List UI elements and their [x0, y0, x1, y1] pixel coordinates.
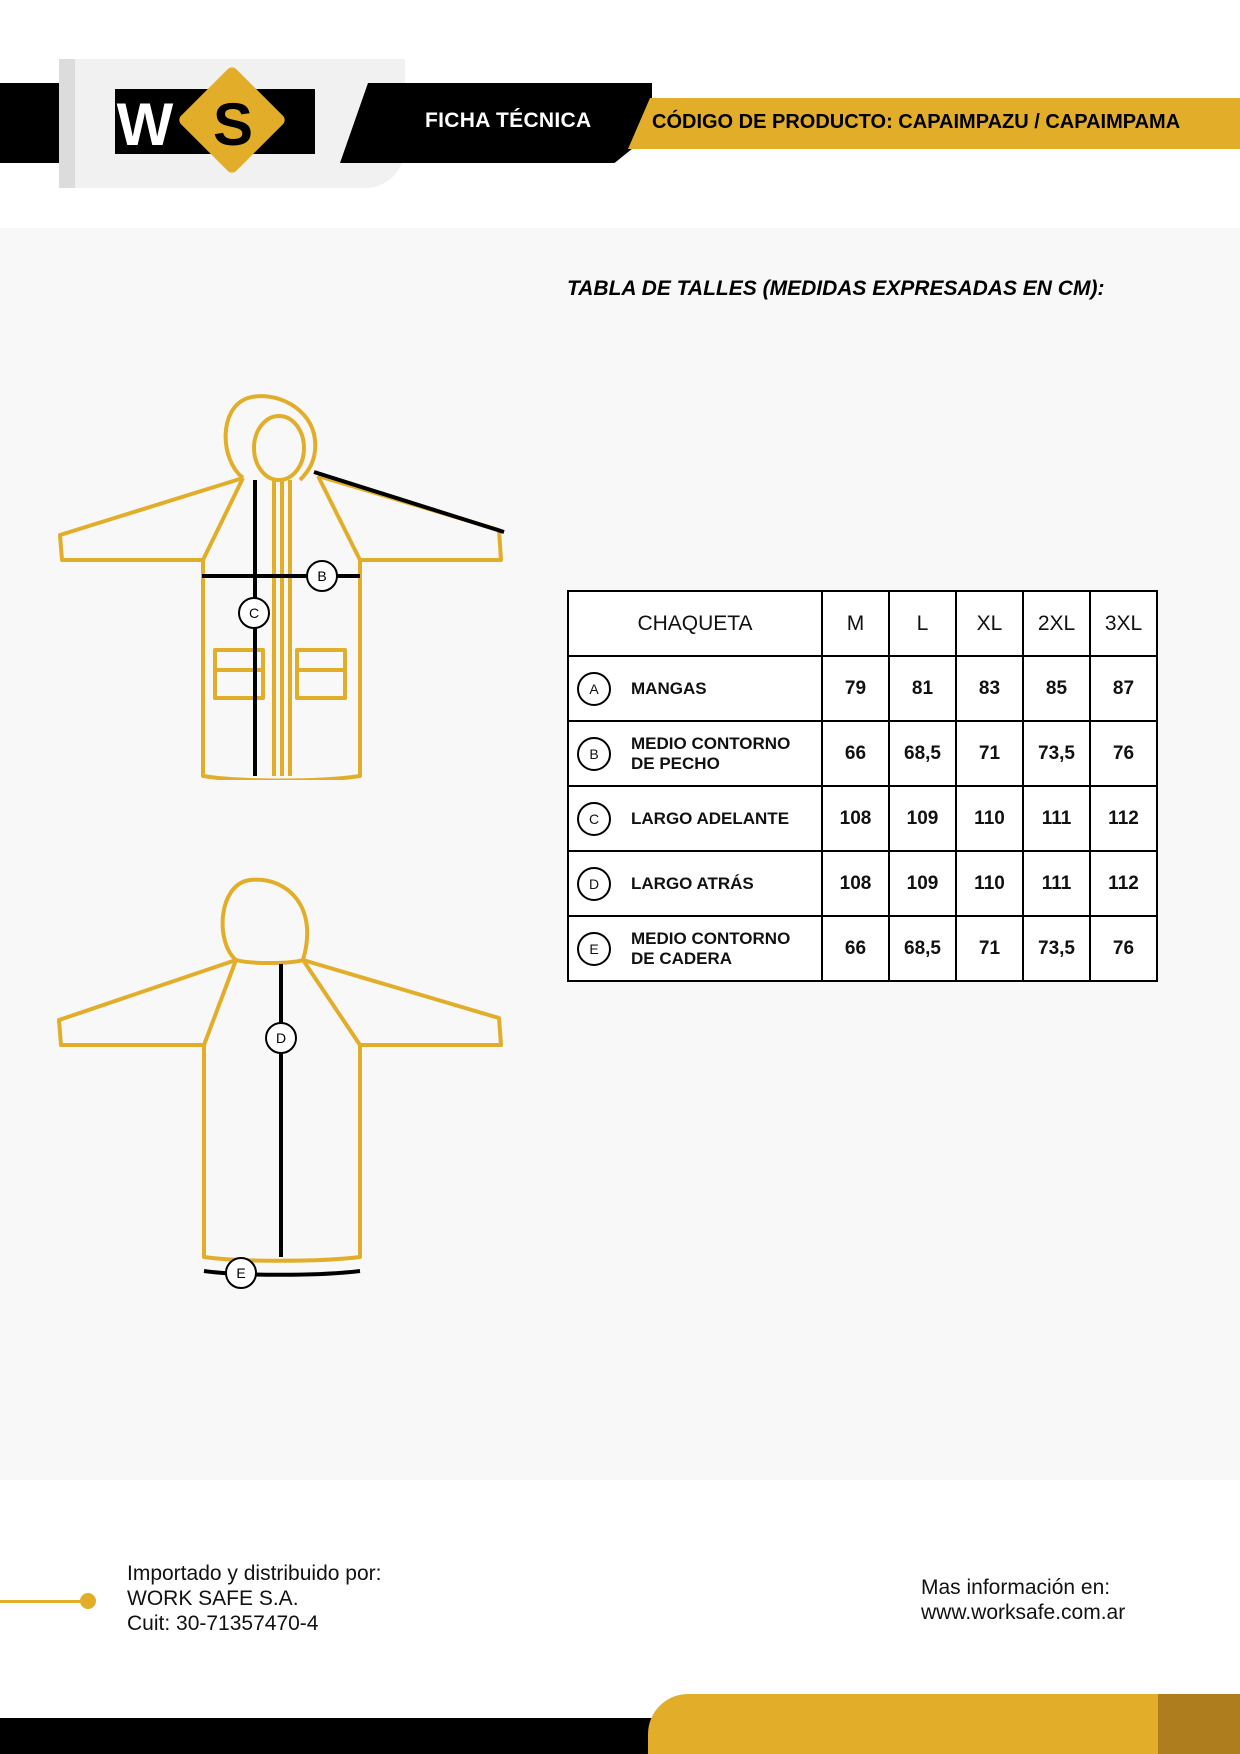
marker-c — [239, 598, 269, 628]
row-label: LARGO ADELANTE — [631, 808, 790, 828]
footer-accent-line — [0, 1600, 86, 1603]
table-cell: 68,5 — [889, 916, 956, 981]
table-cell: 71 — [956, 916, 1023, 981]
table-cell: 66 — [822, 721, 889, 786]
size-table-header-label: CHAQUETA — [568, 591, 822, 656]
row-label — [631, 929, 790, 969]
size-header-l: L — [889, 591, 956, 656]
table-cell: 81 — [889, 656, 956, 721]
table-cell: 71 — [956, 721, 1023, 786]
table-row — [568, 786, 1157, 851]
row-marker: B — [577, 737, 611, 771]
table-cell: 111 — [1023, 786, 1090, 851]
jacket-back-diagram — [50, 872, 510, 1302]
size-header-xl: XL — [956, 591, 1023, 656]
logo-card-stripe — [59, 59, 75, 188]
size-header-3xl: 3XL — [1090, 591, 1157, 656]
svg-text:B: B — [317, 568, 327, 584]
footer-brown-block — [1158, 1694, 1240, 1754]
page-title: FICHA TÉCNICA — [425, 109, 592, 132]
table-cell: 73,5 — [1023, 916, 1090, 981]
footer-gold-band — [648, 1694, 1240, 1754]
size-header-m: M — [822, 591, 889, 656]
table-cell: 87 — [1090, 656, 1157, 721]
logo-letter-s: S — [212, 91, 254, 158]
table-cell: 79 — [822, 656, 889, 721]
table-cell: 110 — [956, 786, 1023, 851]
row-marker: D — [577, 867, 611, 901]
importer-info — [127, 1561, 381, 1636]
product-code: CÓDIGO DE PRODUCTO: CAPAIMPAZU / CAPAIMPAMA — [652, 111, 1181, 133]
jacket-front-diagram — [50, 390, 510, 780]
row-label — [631, 734, 790, 774]
table-cell: 66 — [822, 916, 889, 981]
table-cell: 83 — [956, 656, 1023, 721]
table-cell: 110 — [956, 851, 1023, 916]
footer-accent-dot — [80, 1593, 96, 1609]
marker-b — [307, 561, 337, 591]
marker-d — [266, 1023, 296, 1053]
ws-logo — [115, 67, 315, 181]
table-row — [568, 721, 1157, 786]
row-marker: E — [577, 932, 611, 966]
table-cell: 108 — [822, 851, 889, 916]
header-black-band-left — [0, 83, 62, 163]
table-cell: 76 — [1090, 916, 1157, 981]
row-label: MANGAS — [631, 678, 707, 698]
more-info — [921, 1575, 1125, 1625]
row-label-line: DE PECHO — [631, 753, 720, 773]
table-cell: 73,5 — [1023, 721, 1090, 786]
table-cell: 85 — [1023, 656, 1090, 721]
table-cell: 112 — [1090, 851, 1157, 916]
table-cell: 109 — [889, 786, 956, 851]
website-link[interactable]: www.worksafe.com.ar — [921, 1601, 1126, 1624]
marker-e — [226, 1258, 256, 1288]
table-cell: 68,5 — [889, 721, 956, 786]
table-row — [568, 851, 1157, 916]
logo-letter-w: W — [116, 91, 174, 158]
table-cell: 76 — [1090, 721, 1157, 786]
svg-text:C: C — [248, 605, 260, 621]
importer-company: WORK SAFE S.A. — [127, 1587, 299, 1610]
size-table-header-row — [568, 591, 1157, 656]
row-label: LARGO ATRÁS — [631, 873, 754, 893]
importer-line: Importado y distribuido por: — [127, 1562, 382, 1585]
row-marker: A — [577, 672, 611, 706]
row-label-line: MEDIO CONTORNO — [631, 928, 791, 948]
row-marker: C — [577, 802, 611, 836]
footer-black-band — [0, 1718, 700, 1754]
row-label-line: DE CADERA — [631, 948, 733, 968]
table-cell: 112 — [1090, 786, 1157, 851]
size-table — [567, 590, 1158, 982]
row-label-line: MEDIO CONTORNO — [631, 733, 791, 753]
more-info-label: Mas información en: — [921, 1576, 1111, 1599]
size-table-title: TABLA DE TALLES (MEDIDAS EXPRESADAS EN CM): — [567, 277, 1105, 300]
table-row — [568, 656, 1157, 721]
table-cell: 108 — [822, 786, 889, 851]
svg-text:D: D — [275, 1030, 287, 1046]
importer-cuit: Cuit: 30-71357470-4 — [127, 1612, 319, 1635]
table-cell: 111 — [1023, 851, 1090, 916]
size-header-2xl: 2XL — [1023, 591, 1090, 656]
svg-text:E: E — [236, 1265, 246, 1281]
table-cell: 109 — [889, 851, 956, 916]
table-row — [568, 916, 1157, 981]
